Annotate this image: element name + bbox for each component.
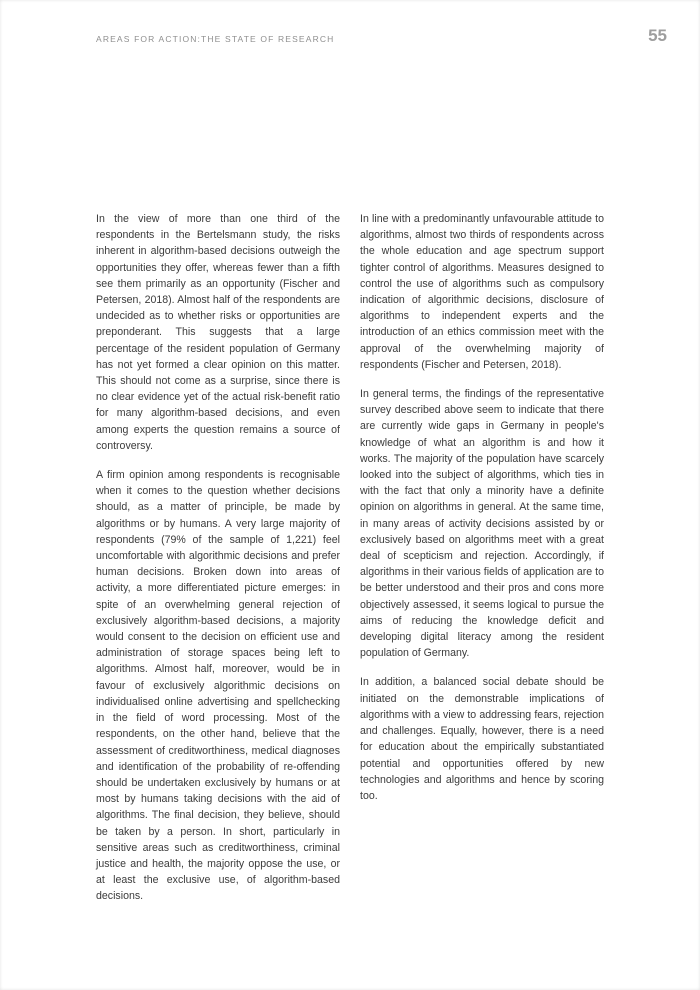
page-number: 55 <box>648 26 667 45</box>
paragraph-firm-opinion: A firm opinion among respondents is recognisable when it comes to the question whether decisions should, as a matter of principle, be made by algorithms or by humans. A very large majority of respondents (79% of the sample of 1,221) feel uncomfortable with algorithmic decisions and prefer human decisions. Broken down into areas of activity, a more differentiated picture emerges: in spite of an overwhelming general rejection of exclusively algorithm-based decisions, a majority would consent to the decision on efficient use and administration of storage spaces being left to algorithms. Almost half, moreover, would be in favour of exclusively algorithmic decisions on individualised online advertising and spellchecking in the field of word processing. Most of the respondents, on the other hand, believe that the assessment of creditworthiness, medical diagnoses and identification of the probability of re-offending should be undertaken exclusively by humans or at most by humans taking decisions with the aid of algorithms. The final decision, they believe, should be taken by a person. In short, particularly in sensitive areas such as creditworthiness, criminal justice and health, the majority oppose the use, or at least the exclusive use, of algorithm-based decisions. <box>96 469 340 903</box>
paragraph-social-debate: In addition, a balanced social debate should be initiated on the demonstrable implications of algorithms with a view to addressing fears, rejection and challenges. Equally, however, there is a need for education about the empirically substantiated potential and opportunities offered by new technologies and algorithms and hence by scoring too. <box>360 676 604 802</box>
paragraph-knowledge-gaps: In general terms, the findings of the representative survey described above seem to indicate that there are currently wide gaps in Germany in people's knowledge of what an algorithm is and how it works. The majority of the population have scarcely looked into the subject of algorithms, which ties in with the fact that only a minority have a definite opinion on algorithms in general. At the same time, in many areas of activity decisions assisted by or exclusively based on algorithms meet with a great deal of scepticism and rejection. Accordingly, if algorithms in their various fields of application are to be better understood and their pros and cons more objectively assessed, it seems logical to pursue the aims of reducing the knowledge deficit and developing digital literacy among the resident population of Germany. <box>360 388 604 660</box>
left-column <box>96 211 340 918</box>
right-column <box>360 211 604 918</box>
paragraph-risk-opinion: In the view of more than one third of the respondents in the Bertelsmann study, the risks inherent in algorithm-based decisions outweigh the opportunities they offer, whereas fewer than a fifth see them primarily as an opportunity (Fischer and Petersen, 2018). Almost half of the respondents are undecided as to whether risks or opportunities are preponderant. This suggests that a large percentage of the resident population of Germany has not yet formed a clear opinion on this matter. This should not come as a surprise, since there is no clear evidence yet of the actual risk-benefit ratio for many algorithm-based decisions, and even among experts the question remains a source of controversy. <box>96 213 340 452</box>
paragraph-tighter-control: In line with a predominantly unfavourable attitude to algorithms, almost two thirds of respondents across the whole education and age spectrum support tighter control of algorithms. Measures designed to control the use of algorithms such as compulsory indication of algorithmic decisions, disclosure of algorithms to independent experts and the introduction of an ethics commission meet with the approval of the overwhelming majority of respondents (Fischer and Petersen, 2018). <box>360 213 604 371</box>
running-header: AREAS FOR ACTION:THE STATE OF RESEARCH <box>96 34 335 44</box>
text-columns <box>96 211 604 918</box>
